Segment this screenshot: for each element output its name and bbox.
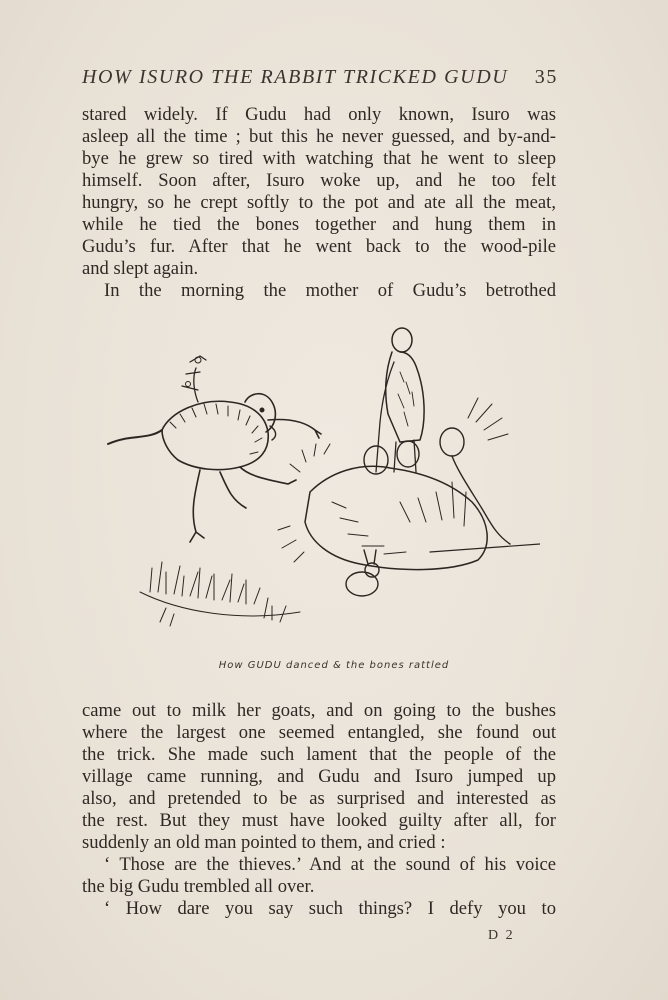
seated-group xyxy=(278,398,540,570)
text-line: came out to milk her goats, and on going to the bushes xyxy=(82,700,556,721)
text-line: suddenly an old man pointed to them, and cried : xyxy=(82,832,446,853)
text-line: hungry, so he crept softly to the pot and ate all the meat, xyxy=(82,192,556,213)
illustration-gudu-dancing xyxy=(100,322,540,652)
text-line: and slept again. xyxy=(82,258,199,279)
signature-mark: D 2 xyxy=(488,928,515,943)
text-block-bottom xyxy=(82,700,556,920)
text-line: bye he grew so tired with watching that he went to sleep xyxy=(82,148,556,169)
text-line: where the largest one seemed entangled, she found out xyxy=(82,722,556,743)
grass-tufts xyxy=(140,562,300,626)
text-line: ‘ Those are the thieves.’ And at the sound of his voice xyxy=(104,854,556,875)
rabbit-figure xyxy=(346,550,379,596)
text-line: asleep all the time ; but this he never guessed, and by-and- xyxy=(82,126,556,147)
text-line: while he tied the bones together and hung them in xyxy=(82,214,556,235)
illustration-caption: How GUDU danced & the bones rattled xyxy=(218,660,450,671)
text-line: also, and pretended to be as surprised and interested as xyxy=(82,788,556,809)
text-line: the rest. But they must have looked guilty after all, for xyxy=(82,810,556,831)
old-man-figure xyxy=(376,328,424,472)
text-block-top xyxy=(82,104,556,302)
text-line: stared widely. If Gudu had only known, Isuro was xyxy=(82,104,556,125)
text-line: the big Gudu trembled all over. xyxy=(82,876,315,897)
page-number: 35 xyxy=(534,66,558,88)
chapter-title: HOW ISURO THE RABBIT TRICKED GUDU xyxy=(82,66,509,88)
baboon-figure xyxy=(108,356,321,542)
text-line: Gudu’s fur. After that he went back to the wood-pile xyxy=(82,236,556,257)
text-line: himself. Soon after, Isuro woke up, and he too felt xyxy=(82,170,556,191)
text-line: the trick. She made such lament that the people of the xyxy=(82,744,556,765)
running-head xyxy=(82,66,558,89)
text-line: In the morning the mother of Gudu’s betrothed xyxy=(104,280,556,301)
text-line: village came running, and Gudu and Isuro jumped up xyxy=(82,766,556,787)
text-line: ‘ How dare you say such things? I defy you to xyxy=(104,898,556,919)
